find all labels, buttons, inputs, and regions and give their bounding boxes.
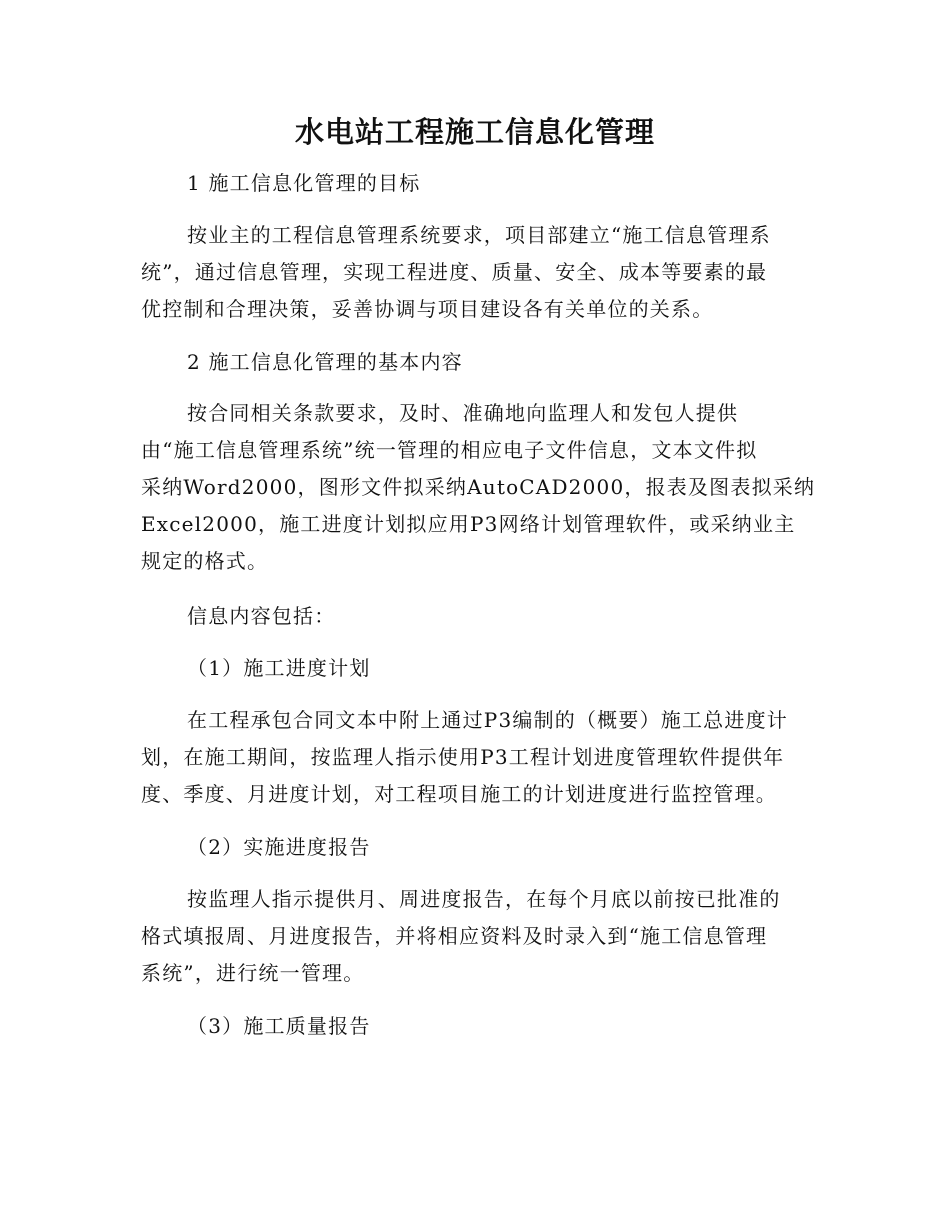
document-title: 水电站工程施工信息化管理 — [294, 115, 655, 149]
section-paragraph-1 — [141, 217, 805, 328]
section-heading-1: 1 施工信息化管理的目标 — [187, 171, 421, 195]
item-heading-1: （1）施工进度计划 — [187, 656, 371, 680]
item-heading-2: （2）实施进度报告 — [187, 835, 371, 859]
section-heading-2: 2 施工信息化管理的基本内容 — [187, 350, 463, 374]
paragraph-line: 按合同相关条款要求，及时、准确地向监理人和发包人提供 — [187, 401, 739, 425]
paragraph-line: 采纳Word2000，图形文件拟采纳AutoCAD2000，报表及图表拟采纳 — [141, 475, 816, 499]
item-heading-3: （3）施工质量报告 — [187, 1014, 371, 1038]
paragraph-line: Excel2000，施工进度计划拟应用P3网络计划管理软件，或采纳业主 — [141, 512, 796, 536]
paragraph-line: 优控制和合理决策，妥善协调与项目建设各有关单位的关系。 — [141, 297, 714, 321]
paragraph-line: 格式填报周、月进度报告，并将相应资料及时录入到“施工信息管理 — [141, 924, 768, 948]
info-intro: 信息内容包括： — [187, 604, 336, 628]
paragraph-line: 由“施工信息管理系统”统一管理的相应电子文件信息，文本文件拟 — [141, 438, 758, 462]
paragraph-line: 统”，通过信息管理，实现工程进度、质量、安全、成本等要素的最 — [141, 260, 768, 284]
paragraph-line: 系统”，进行统一管理。 — [141, 961, 365, 985]
paragraph-line: 划，在施工期间，按监理人指示使用P3工程计划进度管理软件提供年 — [141, 745, 785, 769]
paragraph-line: 按业主的工程信息管理系统要求，项目部建立“施工信息管理系 — [187, 223, 771, 247]
paragraph-line: 按监理人指示提供月、周进度报告，在每个月底以前按已批准的 — [187, 887, 781, 911]
paragraph-line: 在工程承包合同文本中附上通过P3编制的（概要）施工总进度计 — [187, 708, 788, 732]
item-paragraph-1 — [141, 702, 805, 813]
section-paragraph-2 — [141, 395, 816, 580]
paragraph-line: 度、季度、月进度计划，对工程项目施工的计划进度进行监控管理。 — [141, 782, 777, 806]
paragraph-line: 规定的格式。 — [141, 549, 269, 573]
item-paragraph-2 — [141, 881, 805, 992]
